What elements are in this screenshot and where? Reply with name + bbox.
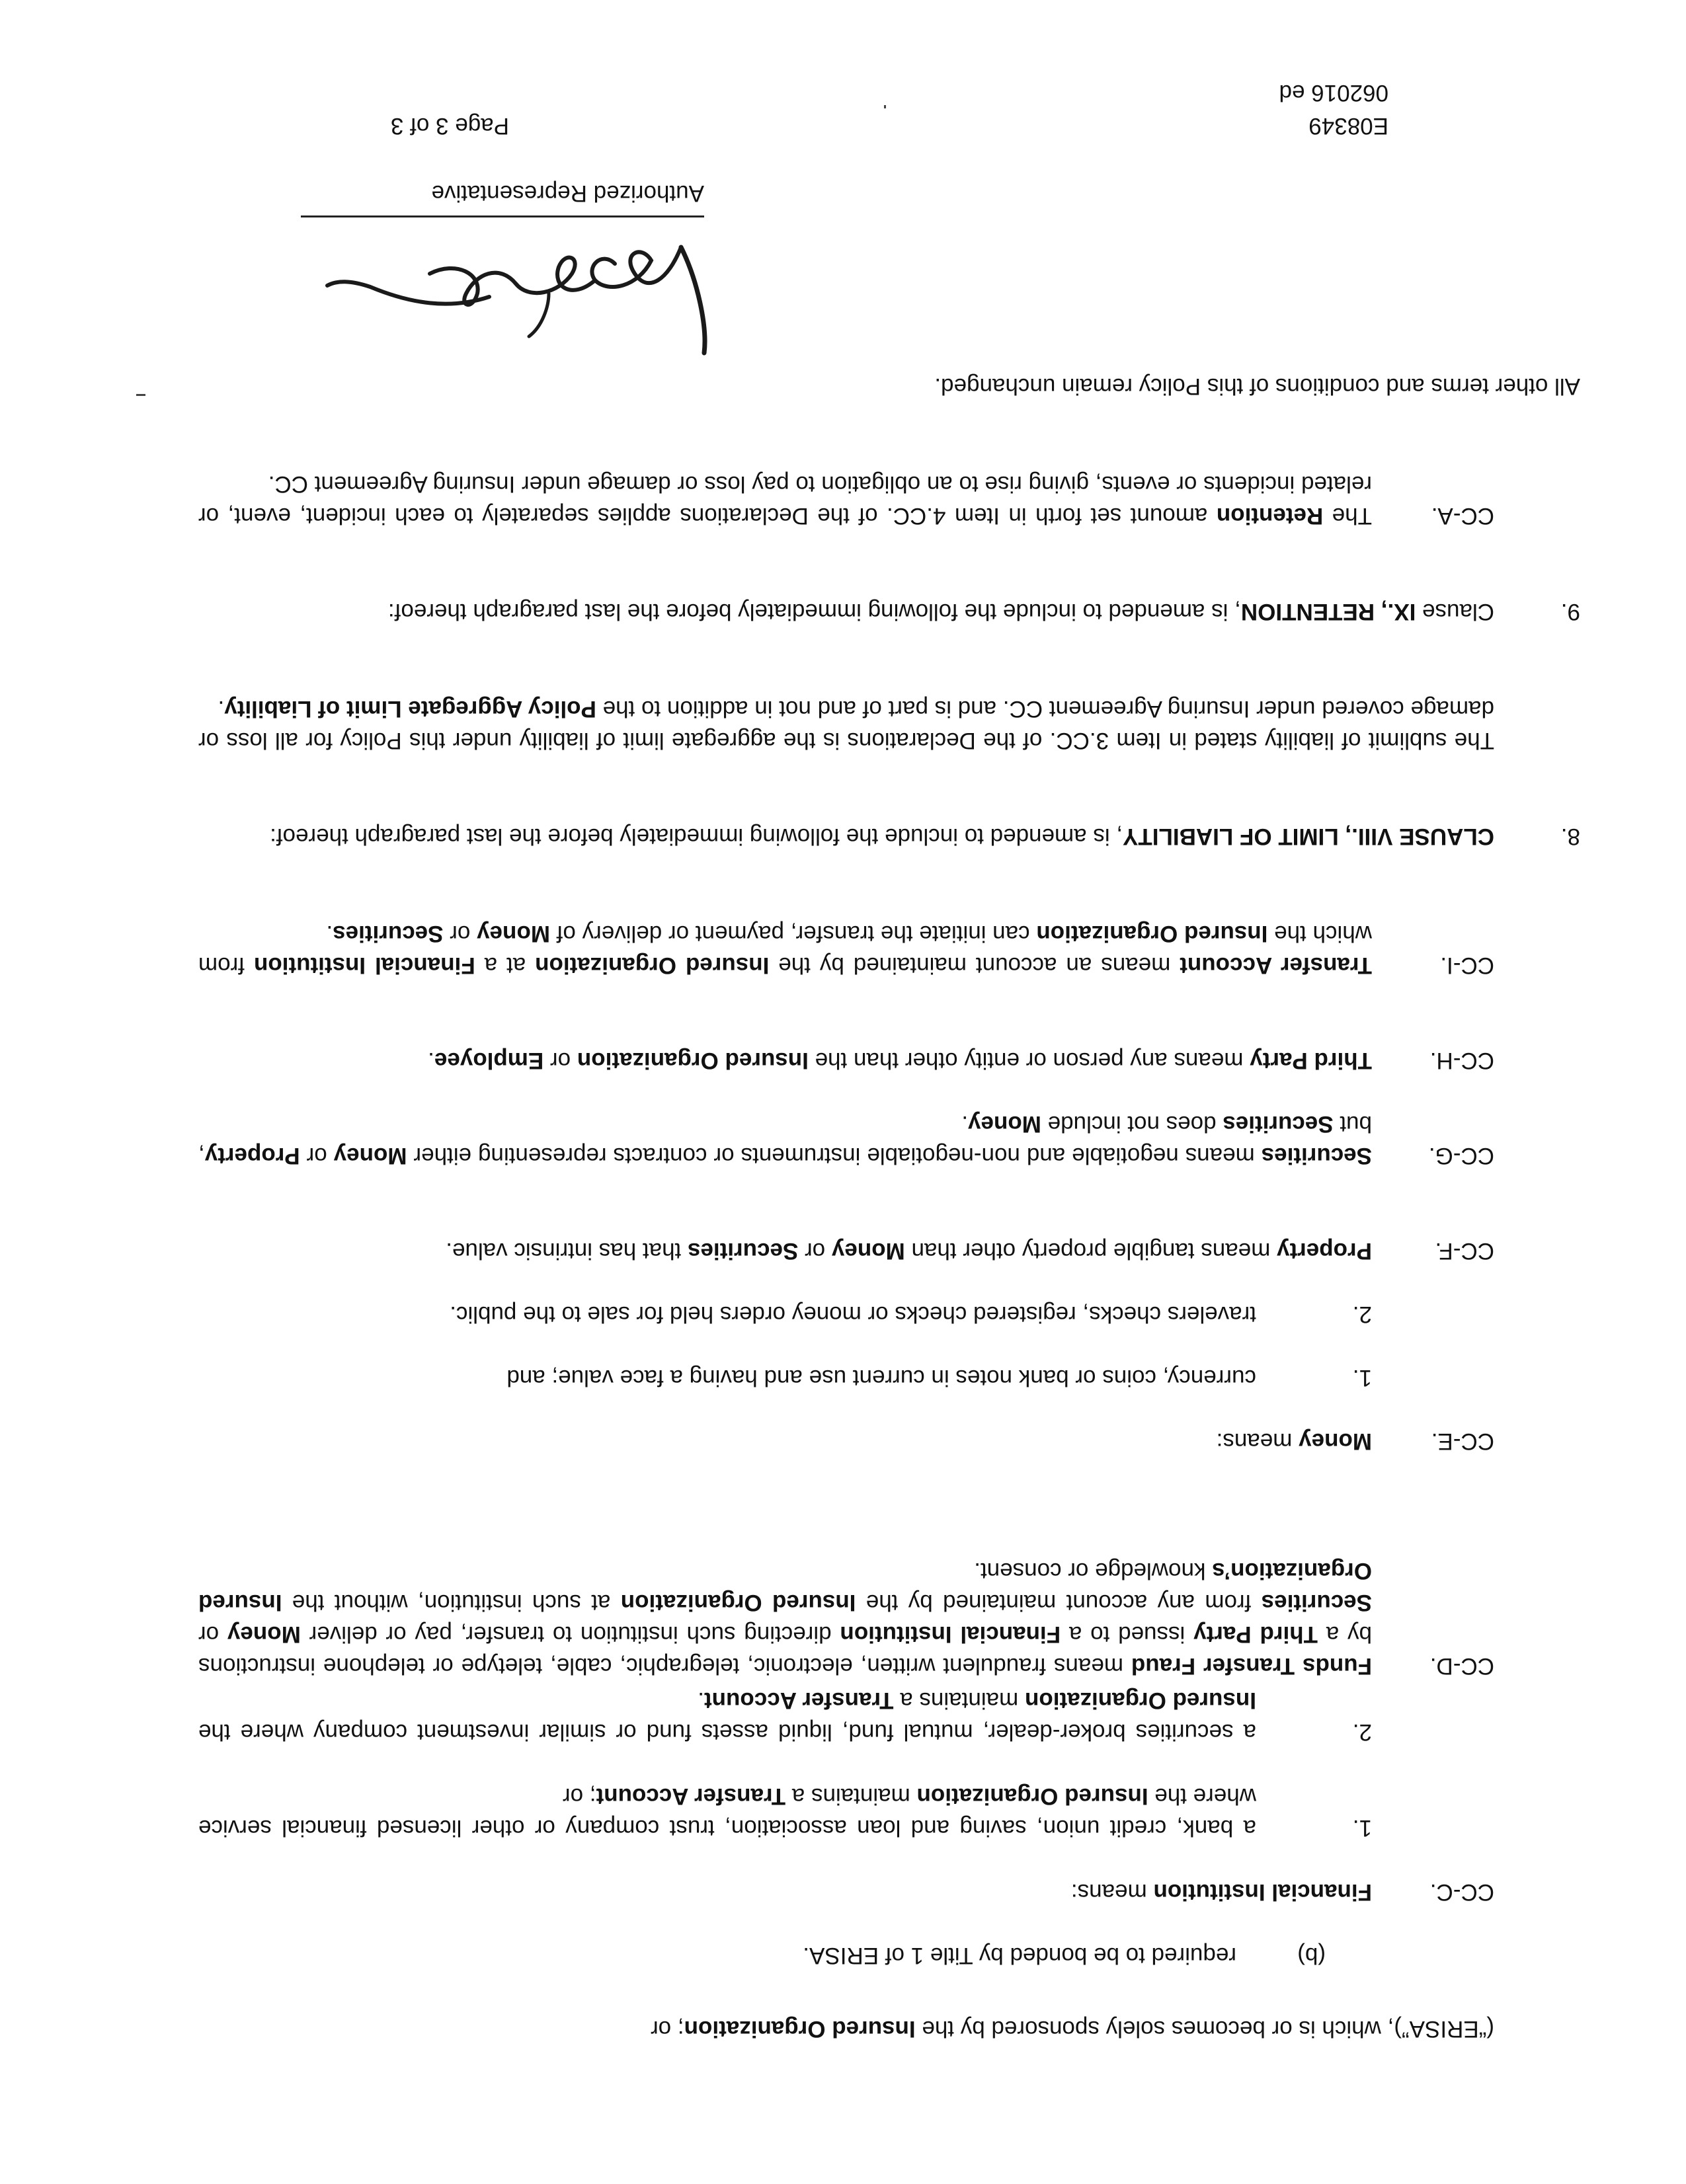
cc-g-label: CC-G. [1428,1143,1494,1169]
cc-i-label: CC-I. [1440,953,1494,978]
cc-d-label: CC-D. [1429,1653,1494,1679]
money-item-2-label: 2. [1352,1302,1372,1327]
item-b-text: required to be bonded by Title 1 of ERISA. [803,1943,1236,1969]
section-8-body: The sublimit of liability stated in Item 3.CC. of the Declarations is the aggregate limit of liability under this Policy for all loss or damage covered under Insuring Agreement CC. and is part of and not in addition to the Policy Aggregate Limit of Liability. [198,696,1494,754]
page-number: Page 3 of 3 [390,113,509,139]
form-number: E08349 [1308,113,1388,139]
cc-c-label: CC-C. [1429,1879,1494,1905]
cc-c-heading: Financial Institution means: [1070,1879,1372,1905]
scan-speck [884,105,886,108]
fi-item-1-text: a bank, credit union, saving and loan association, trust company or other licensed financial service where the Insured Organization maintains a Transfer Account; or [198,1783,1256,1841]
money-item-2-text: travelers checks, registered checks or money orders held for sale to the public. [450,1302,1256,1327]
scan-speck [136,394,145,396]
signature-image [317,221,727,373]
section-8-label: 8. [1560,824,1580,849]
cc-g-text: Securities means negotiable and non-negotiable instruments or contracts representing either Money or Property, but Securities does not include Money. [198,1111,1372,1169]
section-9-label: 9. [1560,599,1580,625]
cc-h-text: Third Party means any person or entity other than the Insured Organization or Employee. [428,1048,1372,1073]
closing-statement: All other terms and conditions of this Policy remain unchanged. [934,373,1580,399]
fi-item-2-text: a securities broker-dealer, mutual fund, liquid assets fund or similar investment company where the Insured Organization maintains a Transfer Account. [198,1688,1256,1745]
item-b-label: (b) [1297,1943,1326,1969]
erisa-continuation: (“ERISA”), which is or becomes solely sponsored by the Insured Organization; or [651,2016,1494,2042]
cc-a-text: The Retention amount set forth in Item 4.CC. of the Declarations applies separately to each incident, event, or related incidents or events, giving rise to an obligation to pay loss or damage under Insuring Agreement CC. [198,471,1372,529]
money-item-1-text: currency, coins or bank notes in current use and having a face value; and [506,1365,1256,1391]
cc-e-label: CC-E. [1431,1428,1494,1454]
section-9-text: Clause IX., RETENTION, is amended to include the following immediately before the last paragraph thereof: [387,599,1494,625]
cc-d-text: Funds Transfer Fraud means fraudulent written, electronic, telegraphic, cable, teletype or telephone instructions by a Third Party issued to a Financial Institution directing such institution to transfer, pay or deliver Money or Securities from any account maintained by the Insured Organization at such institution, without the Insured Organization’s knowledge or consent. [198,1558,1372,1679]
cc-f-text: Property means tangible property other than Money or Securities that has intrinsic value. [446,1238,1372,1264]
section-8-text: CLAUSE VIII., LIMIT OF LIABILITY, is amended to include the following immediately before the last paragraph thereof: [270,824,1494,849]
cc-h-label: CC-H. [1429,1048,1494,1073]
form-edition: 062016 ed [1279,80,1388,106]
fi-item-1-label: 1. [1352,1815,1372,1841]
money-item-1-label: 1. [1352,1365,1372,1391]
cc-f-label: CC-F. [1435,1238,1494,1264]
cc-a-label: CC-A. [1431,503,1494,529]
fi-item-2-label: 2. [1352,1719,1372,1745]
cc-e-heading: Money means: [1216,1428,1372,1454]
signature-caption: Authorized Representative [431,180,704,206]
cc-i-text: Transfer Account means an account maintained by the Insured Organization at a Financial Institution from which the Insured Organization can initiate the transfer, payment or delivery of Money or Securities. [198,921,1372,978]
signature-line [301,215,704,217]
